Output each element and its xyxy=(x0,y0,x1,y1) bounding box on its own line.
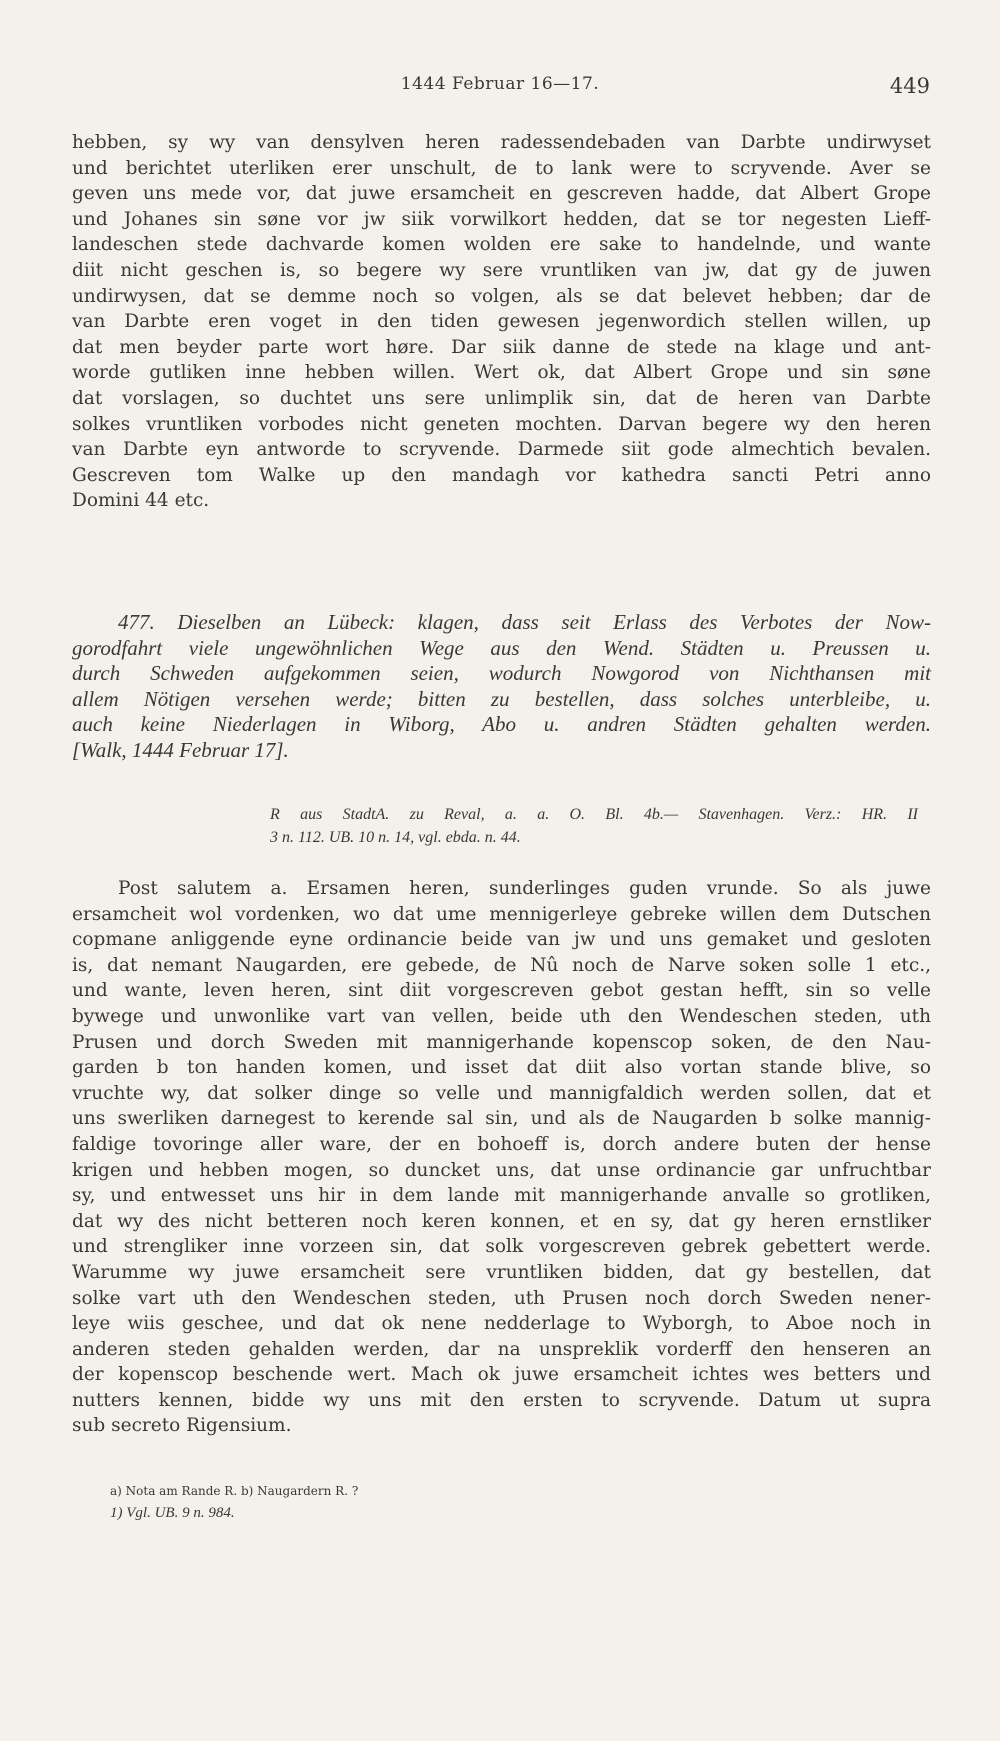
text-line: und wante, leven heren, sint diit vorgescreven gebot gestan hefft, sin so velle xyxy=(72,980,931,1002)
letter-body xyxy=(72,876,931,1439)
text-line: der kopenscop beschende wert. Mach ok juwe ersamcheit ichtes wes betters und xyxy=(72,1364,931,1386)
text-line: hebben, sy wy van densylven heren radessendebaden van Darbte undirwyset xyxy=(72,132,931,153)
text-line: Post salutem a. Ersamen heren, sunderlinges guden vrunde. So als juwe xyxy=(118,878,931,899)
text-line: bywege und unwonlike vart van vellen, beide uth den Wendeschen steden, uth xyxy=(72,1005,931,1027)
text-line: dat vorslagen, so duchtet uns sere unlimplik sin, dat de heren van Darbte xyxy=(72,387,931,409)
source-line: 3 n. 112. UB. 10 n. 14, vgl. ebda. n. 44. xyxy=(270,829,521,846)
footnotes xyxy=(110,1480,890,1524)
regest-line: allem Nötigen versehen werde; bitten zu bestellen, dass solches unterbleibe, u. xyxy=(72,686,931,711)
text-line: und berichtet uterliken erer unschult, de to lank were to scryvende. Aver se xyxy=(72,157,931,179)
text-line: anderen steden gehalden werden, dar na unspreklik vorderff den henseren an xyxy=(72,1338,931,1360)
regest-line: auch keine Niederlagen in Wiborg, Abo u. andren Städten gehalten werden. xyxy=(72,712,931,737)
page-number: 449 xyxy=(889,74,930,98)
text-line: geven uns mede vor, dat juwe ersamcheit en gescreven hadde, dat Albert Grope xyxy=(72,183,931,205)
text-line: van Darbte eren voget in den tiden gewesen jegenwordich stellen willen, up xyxy=(72,311,931,333)
footnote-marks: a) Nota am Rande R. b) Naugardern R. ? xyxy=(110,1484,359,1498)
running-header xyxy=(70,74,930,104)
text-line: van Darbte eyn antworde to scryvende. Darmede siit gode almechtich bevalen. xyxy=(72,439,931,461)
text-line: solke vart uth den Wendeschen steden, uth Prusen noch dorch Sweden nener- xyxy=(72,1287,931,1309)
text-line: Prusen und dorch Sweden mit mannigerhande kopenscop soken, de den Nau- xyxy=(72,1031,931,1053)
regest-line: gorodfahrt viele ungewöhnlichen Wege aus den Wend. Städten u. Preussen u. xyxy=(72,635,931,660)
continuation-paragraph xyxy=(72,130,931,514)
text-line: vruchte wy, dat solker dinge so velle und mannigfaldich werden sollen, dat et xyxy=(72,1082,931,1104)
text-line: diit nicht geschen is, so begere wy sere vruntliken van jw, dat gy de juwen xyxy=(72,259,931,281)
text-line: garden b ton handen komen, und isset dat diit also vortan stande blive, so xyxy=(72,1057,931,1079)
text-line: sub secreto Rigensium. xyxy=(72,1415,292,1437)
text-line: und Johanes sin søne vor jw siik vorwilkort hedden, dat se tor negesten Lieff- xyxy=(72,208,931,230)
text-line: is, dat nemant Naugarden, ere gebede, de Nû noch de Narve soken solle 1 etc., xyxy=(72,954,931,976)
document-regest xyxy=(72,610,931,764)
text-line: sy, und entwesset uns hir in dem lande mit mannigerhande anvalle so grotliken, xyxy=(72,1185,931,1207)
text-line: dat men beyder parte wort høre. Dar siik danne de stede na klage und ant- xyxy=(72,336,931,358)
text-line: copmane anliggende eyne ordinancie beide van jw und uns gemaket und gesloten xyxy=(72,929,931,951)
text-line: uns swerliken darnegest to kerende sal sin, und als de Naugarden b solke mannig- xyxy=(72,1108,931,1130)
text-line: leye wiis geschee, und dat ok nene nedderlage to Wyborgh, to Aboe noch in xyxy=(72,1313,931,1335)
text-line: Warumme wy juwe ersamcheit sere vruntliken bidden, dat gy bestellen, dat xyxy=(72,1261,931,1283)
source-line: R aus StadtA. zu Reval, a. a. O. Bl. 4b.— Stavenhagen. Verz.: HR. II xyxy=(270,806,918,823)
footnote-reference: 1) Vgl. UB. 9 n. 984. xyxy=(110,1505,235,1521)
text-line: Domini 44 etc. xyxy=(72,490,210,512)
text-line: landeschen stede dachvarde komen wolden ere sake to handelnde, und wante xyxy=(72,234,931,256)
regest-line: durch Schweden aufgekommen seien, wodurch Nowgorod von Nichthansen mit xyxy=(72,661,931,686)
header-date: 1444 Februar 16—17. xyxy=(400,74,600,94)
regest-line: 477. Dieselben an Lübeck: klagen, dass seit Erlass des Verbotes der Now- xyxy=(118,610,931,634)
text-line: krigen und hebben mogen, so duncket uns, dat unse ordinancie gar unfruchtbar xyxy=(72,1159,931,1181)
text-line: dat wy des nicht betteren noch keren konnen, et en sy, dat gy heren ernstliker xyxy=(72,1210,931,1232)
text-line: Gescreven tom Walke up den mandagh vor kathedra sancti Petri anno xyxy=(72,464,931,486)
text-line: ersamcheit wol vordenken, wo dat ume mennigerleye gebreke willen dem Dutschen xyxy=(72,903,931,925)
source-note xyxy=(270,803,918,849)
text-line: nutters kennen, bidde wy uns mit den ersten to scryvende. Datum ut supra xyxy=(72,1389,931,1411)
text-line: und strengliker inne vorzeen sin, dat solk vorgescreven gebrek gebettert werde. xyxy=(72,1236,931,1258)
regest-line: [Walk, 1444 Februar 17]. xyxy=(72,737,289,762)
text-line: worde gutliken inne hebben willen. Wert ok, dat Albert Grope und sin søne xyxy=(72,362,931,384)
text-line: undirwysen, dat se demme noch so volgen, als se dat belevet hebben; dar de xyxy=(72,285,931,307)
text-line: faldige tovoringe aller ware, der en bohoeff is, dorch andere buten der hense xyxy=(72,1133,931,1155)
text-line: solkes vruntliken vorbodes nicht geneten mochten. Darvan begere wy den heren xyxy=(72,413,931,435)
